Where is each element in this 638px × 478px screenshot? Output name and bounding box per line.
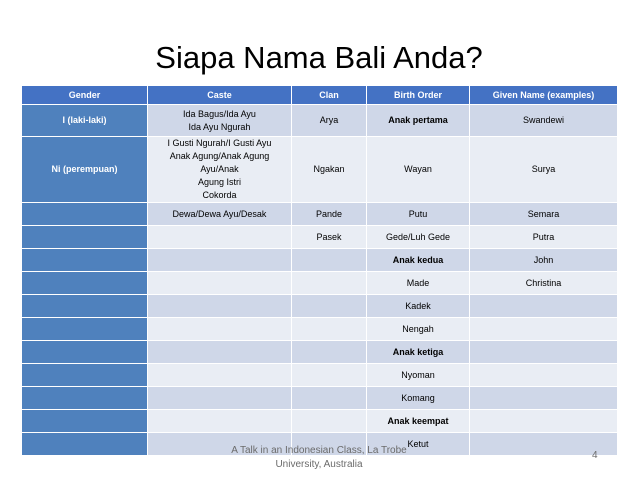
given-name-cell [470,387,618,410]
given-name-cell [470,318,618,341]
table-row [22,249,618,272]
given-name-cell: Swandewi [470,105,618,137]
caste-line: Ida Bagus/Ida Ayu [183,108,256,119]
clan-cell [292,410,367,433]
header-clan: Clan [292,86,367,105]
caste-line: Ida Ayu Ngurah [188,121,251,132]
caste-line: Agung Istri [197,177,242,187]
given-name-cell [470,341,618,364]
clan-cell [292,249,367,272]
page-number: 4 [592,450,598,461]
gender-cell [22,203,148,226]
gender-cell [22,433,148,456]
birth-order-cell: Anak kedua [367,249,470,272]
caste-cell [148,364,292,387]
gender-cell [22,226,148,249]
caste-cell [148,105,292,137]
birth-order-cell: Anak keempat [367,410,470,433]
table-row [22,364,618,387]
caste-line: Cokorda [202,190,237,200]
gender-cell [22,249,148,272]
clan-cell: Arya [292,105,367,137]
clan-cell: Ngakan [292,137,367,203]
given-name-cell [470,410,618,433]
caste-cell [148,318,292,341]
table-row [22,137,618,203]
gender-cell [22,318,148,341]
caste-line: Anak Agung/Anak Agung Ayu/Anak [169,151,270,174]
table-row [22,203,618,226]
table-row [22,272,618,295]
gender-cell [22,364,148,387]
given-name-cell: Putra [470,226,618,249]
clan-cell [292,387,367,410]
birth-order-cell: Gede/Luh Gede [367,226,470,249]
table-row [22,105,618,137]
caste-cell [148,295,292,318]
table-row [22,410,618,433]
birth-order-cell: Nyoman [367,364,470,387]
gender-cell: I (laki-laki) [22,105,148,137]
table-header-row [22,86,618,105]
caste-cell [148,272,292,295]
given-name-cell: Surya [470,137,618,203]
footer-line: University, Australia [275,459,363,470]
table-row [22,341,618,364]
birth-order-cell: Kadek [367,295,470,318]
birth-order-cell: Komang [367,387,470,410]
clan-cell [292,364,367,387]
gender-cell: Ni (perempuan) [22,137,148,203]
table-row [22,387,618,410]
clan-cell: Pasek [292,226,367,249]
caste-cell [148,226,292,249]
caste-cell [148,137,292,203]
balinese-name-table [21,85,618,456]
given-name-cell: Christina [470,272,618,295]
given-name-cell: Semara [470,203,618,226]
given-name-cell [470,364,618,387]
gender-cell [22,410,148,433]
gender-cell [22,295,148,318]
birth-order-cell: Nengah [367,318,470,341]
gender-cell [22,387,148,410]
slide-footer [219,444,419,472]
birth-order-cell: Wayan [367,137,470,203]
table-row [22,295,618,318]
header-birth-order: Birth Order [367,86,470,105]
header-gender: Gender [22,86,148,105]
birth-order-cell: Putu [367,203,470,226]
given-name-cell [470,295,618,318]
clan-cell [292,295,367,318]
caste-cell: Dewa/Dewa Ayu/Desak [148,203,292,226]
caste-cell [148,387,292,410]
gender-cell [22,272,148,295]
clan-cell [292,318,367,341]
clan-cell: Pande [292,203,367,226]
birth-order-cell: Anak ketiga [367,341,470,364]
caste-cell [148,249,292,272]
caste-cell [148,410,292,433]
footer-line: A Talk in an Indonesian Class, La Trobe [231,445,407,456]
birth-order-cell: Made [367,272,470,295]
given-name-cell: John [470,249,618,272]
clan-cell [292,341,367,364]
caste-line: I Gusti Ngurah/I Gusti Ayu [167,138,272,148]
header-caste: Caste [148,86,292,105]
birth-order-cell: Ketut [367,433,470,456]
birth-order-cell: Anak pertama [367,105,470,137]
caste-cell [148,341,292,364]
header-given-name: Given Name (examples) [470,86,618,105]
clan-cell [292,272,367,295]
table-row [22,226,618,249]
table-row [22,318,618,341]
slide-title: Siapa Nama Bali Anda? [155,40,483,75]
gender-cell [22,341,148,364]
